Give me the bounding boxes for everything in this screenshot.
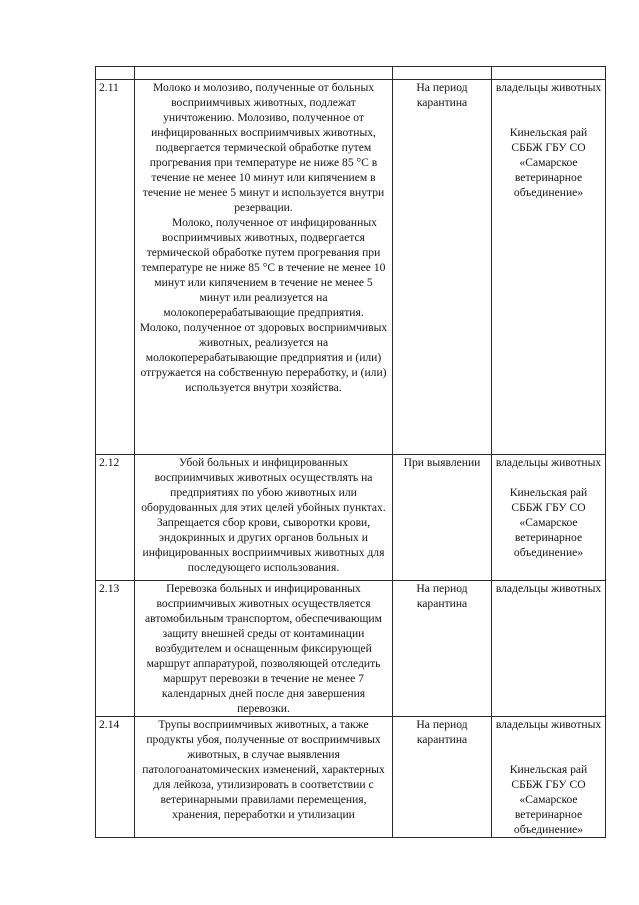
term-cell: На период карантина xyxy=(393,717,492,838)
measure-paragraph: Трупы восприимчивых животных, а также продукты убоя, полученные от восприимчивых животных, в случае выявления патологоанатомических изменений, характерных для лейкоза, утилизировать в соответствии с ветеринарными правилами перемещения, хранения, переработки и утилизации xyxy=(142,718,385,821)
measure-cell xyxy=(135,581,393,717)
responsible-cell xyxy=(492,717,606,838)
table-row xyxy=(96,80,606,455)
responsible-owner: владельцы животных xyxy=(495,718,602,731)
row-number: 2.12 xyxy=(96,455,135,581)
measure-paragraph: Молоко и молозиво, полученные от больных восприимчивых животных, подлежат уничтожению. Молозиво, полученное от инфицированных восприимчивых животных, подвергается термической обработке путем прогревания при температуре не ниже 85 °С в течение не менее 10 минут или кипячением в течение не менее 5 минут и используется внутри резервации. xyxy=(142,81,385,214)
table-cell xyxy=(492,67,606,80)
measure-paragraph: Молоко, полученное от здоровых восприимчивых животных, реализуется на молокоперерабатывающие предприятия и (или) отгружается на собственную переработку, и (или) используется внутри хозяйства. xyxy=(139,321,388,394)
responsible-owner: владельцы животных xyxy=(495,456,602,469)
responsible-cell xyxy=(492,455,606,581)
table-cell xyxy=(393,67,492,80)
responsible-org: Кинельская рай СББЖ ГБУ СО «Самарское ветеринарное объединение» xyxy=(509,126,588,199)
measure-cell xyxy=(135,717,393,838)
table-header-stub-row xyxy=(96,67,606,80)
measure-paragraph: Перевозка больных и инфицированных восприимчивых животных осуществляется автомобильным транспортом, обеспечивающим защиту внешней среды от контаминации возбудителем и оснащенным фиксирующей маршрут аппаратурой, позволяющей отследить маршрут перевозки в течение не менее 7 календарных дней после дня завершения перевозки. xyxy=(145,582,382,715)
row-number: 2.11 xyxy=(96,80,135,455)
term-cell: При выявлении xyxy=(393,455,492,581)
row-number: 2.14 xyxy=(96,717,135,838)
table-row xyxy=(96,455,606,581)
table-row xyxy=(96,581,606,717)
term-cell: На период карантина xyxy=(393,581,492,717)
term-cell: На период карантина xyxy=(393,80,492,455)
measure-cell xyxy=(135,455,393,581)
responsible-cell xyxy=(492,581,606,717)
table-cell xyxy=(96,67,135,80)
measure-paragraph: Убой больных и инфицированных восприимчивых животных осуществлять на предприятиях по убою животных или оборудованных для этих целей убойных пунктах. Запрещается сбор крови, сыворотки крови, эндокринных и других органов больных и инфицированных восприимчивых животных для последующего использования. xyxy=(141,456,386,574)
responsible-org: Кинельская рай СББЖ ГБУ СО «Самарское ветеринарное объединение» xyxy=(509,763,588,836)
row-number: 2.13 xyxy=(96,581,135,717)
responsible-org: Кинельская рай СББЖ ГБУ СО «Самарское ветеринарное объединение» xyxy=(509,486,588,559)
table-cell xyxy=(135,67,393,80)
measure-paragraph: Молоко, полученное от инфицированных восприимчивых животных, подвергается термической обработке путем прогревания при температуре не ниже 85 °С в течение не менее 10 минут или кипячением в течение не менее 5 минут или реализуется на молокоперерабатывающие предприятия. xyxy=(141,216,386,319)
measures-table xyxy=(95,66,606,838)
responsible-owner: владельцы животных xyxy=(495,81,602,94)
measure-cell xyxy=(135,80,393,455)
table-row xyxy=(96,717,606,838)
responsible-cell xyxy=(492,80,606,455)
responsible-owner: владельцы животных xyxy=(495,582,602,595)
